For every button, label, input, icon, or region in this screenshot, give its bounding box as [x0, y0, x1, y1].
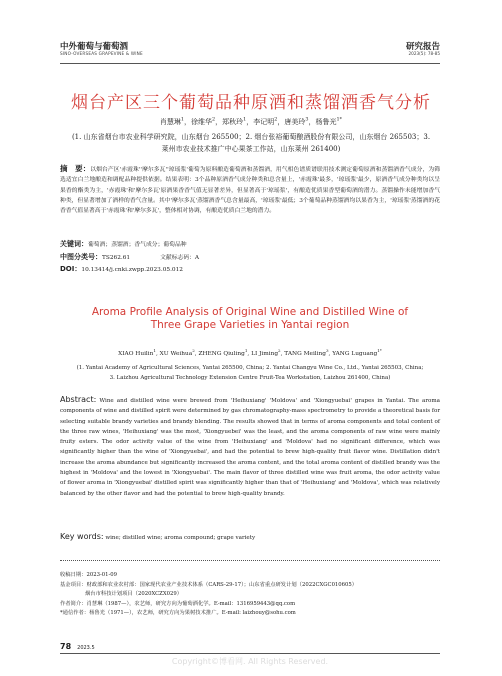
classification-line	[60, 252, 440, 262]
footnotes	[60, 571, 440, 619]
doi-line	[60, 264, 440, 274]
affil-ref: 3	[325, 348, 329, 354]
footnote-corresponding: *通信作者：杨鲁光（1971—），农艺师，研究方向为果树技术推广。E-mail: laizhouy@sohu.com	[60, 610, 296, 617]
keywords-label-en: Key words:	[60, 532, 104, 541]
issue-pages: 2023(5): 78-85	[408, 51, 440, 56]
author-name: ，杨鲁光	[308, 118, 337, 126]
affil-ref: 1	[244, 348, 248, 354]
page-number: 78	[60, 642, 72, 651]
affiliations-cn: (1. 山东省烟台市农业科学研究院，山东烟台 265500；2. 烟台张裕葡萄酿酒股份有限公司，山东烟台 265503；3. 莱州市农业技术推广中心果茶工作站，山东莱州 261400)	[71, 133, 431, 153]
clc-value: TS262.61	[102, 255, 131, 261]
footnote-author-info: 作者简介：肖慧琳（1987—），农艺师，研究方向为葡萄酒化学。E-mail：1316959443@qq.com	[60, 600, 296, 607]
author-name: XIAO Huilin	[118, 351, 154, 357]
section-label: 研究报告	[405, 42, 440, 52]
affiliations-en	[40, 363, 460, 383]
keywords-text-cn: 葡萄酒；蒸馏酒；香气成分；葡萄品种	[88, 242, 187, 248]
affil-ref: 2	[212, 116, 216, 123]
affiliation-line: 3. Laizhou Agricultural Technology Extension Centre Fruit-Tea Workstation, Laizhou 261400, China)	[109, 375, 391, 381]
keywords-cn	[60, 239, 440, 249]
authors-en	[40, 348, 460, 357]
footnote-funding: 基金项目：财政部和农业农村部：国家现代农业产业技术体系（CARS-29-17）；山东省重点研发计划（2022CXGC010605）	[60, 581, 358, 588]
author-name: , TANG Meiling	[280, 351, 326, 357]
author-name: ，唐美玲	[277, 118, 306, 126]
abstract-text-en: Wine and distilled wine were brewed from 'Heihuxiang' 'Moldova' and 'Xiongyuebai' grapes in Yantai. The aroma components of wine and distilled spirit were determined by gas chromatography-mass spectrometry to provide a theoretical basis for selecting suitable brandy varieties and brandy blending. The results showed that in terms of aroma components and total content of the three raw wines, 'Heihuxiang' was the most, 'Xiongyuebei' was the least, and the aroma components of raw wine were mainly fruity esters. The odor activity value of the wine from 'Heihuxiang' and 'Moldova' had no significant difference, which was significantly higher than the wine of 'Xiongyuebai', and had the potential to brew high-quality fruit flavor wine. Distillation didn't increase the aroma abundance but significantly increased the aroma content, and the total aroma content of distilled brandy was the highest in 'Moldova' and the lowest in 'Xiongyuebai'. The main flavor of three distilled wine was fruit aroma, the odor activity value of flower aroma in 'Xiongyuebai' distilled spirit was significantly higher than that of 'Heihuxiang' and 'Moldova', which was relatively balanced by the other flavor and had the potential to brew high-quality brandy.	[60, 398, 441, 497]
authors-cn	[30, 117, 472, 127]
keywords-text-en: wine; distilled wine; aroma compound; grape variety	[105, 535, 256, 541]
footnote-received: 收稿日期：2023-01-09	[60, 572, 118, 578]
abstract-label-cn: 摘 要：	[60, 164, 91, 173]
title-en-line: Aroma Profile Analysis of Original Wine and Distilled Wine of	[91, 306, 409, 318]
keywords-label-cn: 关键词：	[60, 240, 88, 248]
title-en-line: Three Grape Varieties in Yantai region	[150, 319, 350, 331]
affiliation-line: (1. Yantai Academy of Agricultural Sciences, Yantai 265500, China; 2. Yantai Changyu Wine Co., Ltd., Yantai 265503, China;	[76, 365, 424, 371]
doc-code-label: 文献标志码：	[160, 255, 195, 261]
doc-code-value: A	[194, 255, 200, 261]
abstract-en	[60, 395, 440, 499]
clc-label: 中图分类号：	[60, 253, 102, 261]
author-name: ，徐维华	[184, 118, 213, 126]
author-name: ，李记明	[246, 118, 275, 126]
article-title-en	[60, 306, 440, 332]
author-name: 肖慧琳	[159, 118, 181, 126]
abstract-label-en: Abstract:	[60, 395, 97, 404]
affil-ref: 1*	[336, 116, 343, 123]
footer-rule	[60, 653, 440, 654]
affil-ref: 3	[305, 116, 309, 123]
author-name: ，郑秋玲	[215, 118, 244, 126]
keywords-en	[60, 532, 440, 541]
author-name: , LI Jiming	[247, 351, 279, 357]
footnote-funding-cont: 烟台市科技计划项目（2020XCZX029）	[85, 591, 183, 598]
header-rule	[60, 63, 440, 64]
journal-name-en: SINO-OVERSEAS GRAPEVINE & WINE	[60, 51, 143, 56]
copyright-watermark: Copyright©博看网. All Rights Reserved.	[171, 657, 329, 666]
affil-ref: 1*	[377, 348, 382, 354]
footnote-divider	[60, 560, 440, 561]
running-header	[60, 40, 440, 62]
author-name: , YANG Luguang	[328, 351, 378, 357]
page-footer	[60, 642, 95, 651]
abstract-cn	[60, 164, 440, 216]
affil-ref: 1	[180, 116, 185, 123]
doi-value[interactable]: 10.13414/j.cnki.zwpp.2023.05.012	[81, 267, 183, 273]
affil-ref: 1	[243, 116, 247, 123]
affil-ref: 2	[274, 116, 278, 123]
article-title-cn: 烟台产区三个葡萄品种原酒和蒸馏酒香气分析	[71, 93, 431, 113]
affil-ref: 1	[153, 348, 156, 354]
doi-label: DOI：	[60, 265, 82, 273]
affil-ref: 2	[278, 348, 281, 354]
author-name: , XU Weihua	[155, 351, 193, 357]
footer-issue: 2023.5	[77, 645, 95, 651]
affil-ref: 2	[192, 348, 195, 354]
abstract-text-cn: 以烟台产区'赤霞珠''摩尔多瓦''琼瑶浆'葡萄为原料酿造葡萄酒和蒸馏酒，用气相色谱质谱联用技术测定葡萄原酒和蒸馏酒香气成分，为筛选适宜白兰地酿造和调配品种提供依据。结果表明：3个品种原酒香气成分种类和总含量上，'赤霞珠'最多，'琼瑶浆'最少，原酒香气成分种类均以呈果香的酯类为主，'赤霞珠'和'摩尔多瓦'原酒果香香气值无显著差异，但显著高于'琼瑶浆'，有酿造优质果香型葡萄酒的潜力。蒸馏操作未能增加香气种类，但显著增加了酒样的香气含量。其中'摩尔多瓦'蒸馏酒香气总含量最高，'琼瑶浆'最低；3个葡萄品种蒸馏酒均以果香为主，'琼瑶浆'蒸馏酒的花香香气值显著高于'赤霞珠'和'摩尔多瓦'，整体相对协调，有酿造优质白兰地的潜力。	[60, 167, 440, 215]
author-name: , ZHENG Qiuling	[194, 351, 245, 357]
journal-name-cn: 中外葡萄与葡萄酒	[60, 42, 129, 52]
